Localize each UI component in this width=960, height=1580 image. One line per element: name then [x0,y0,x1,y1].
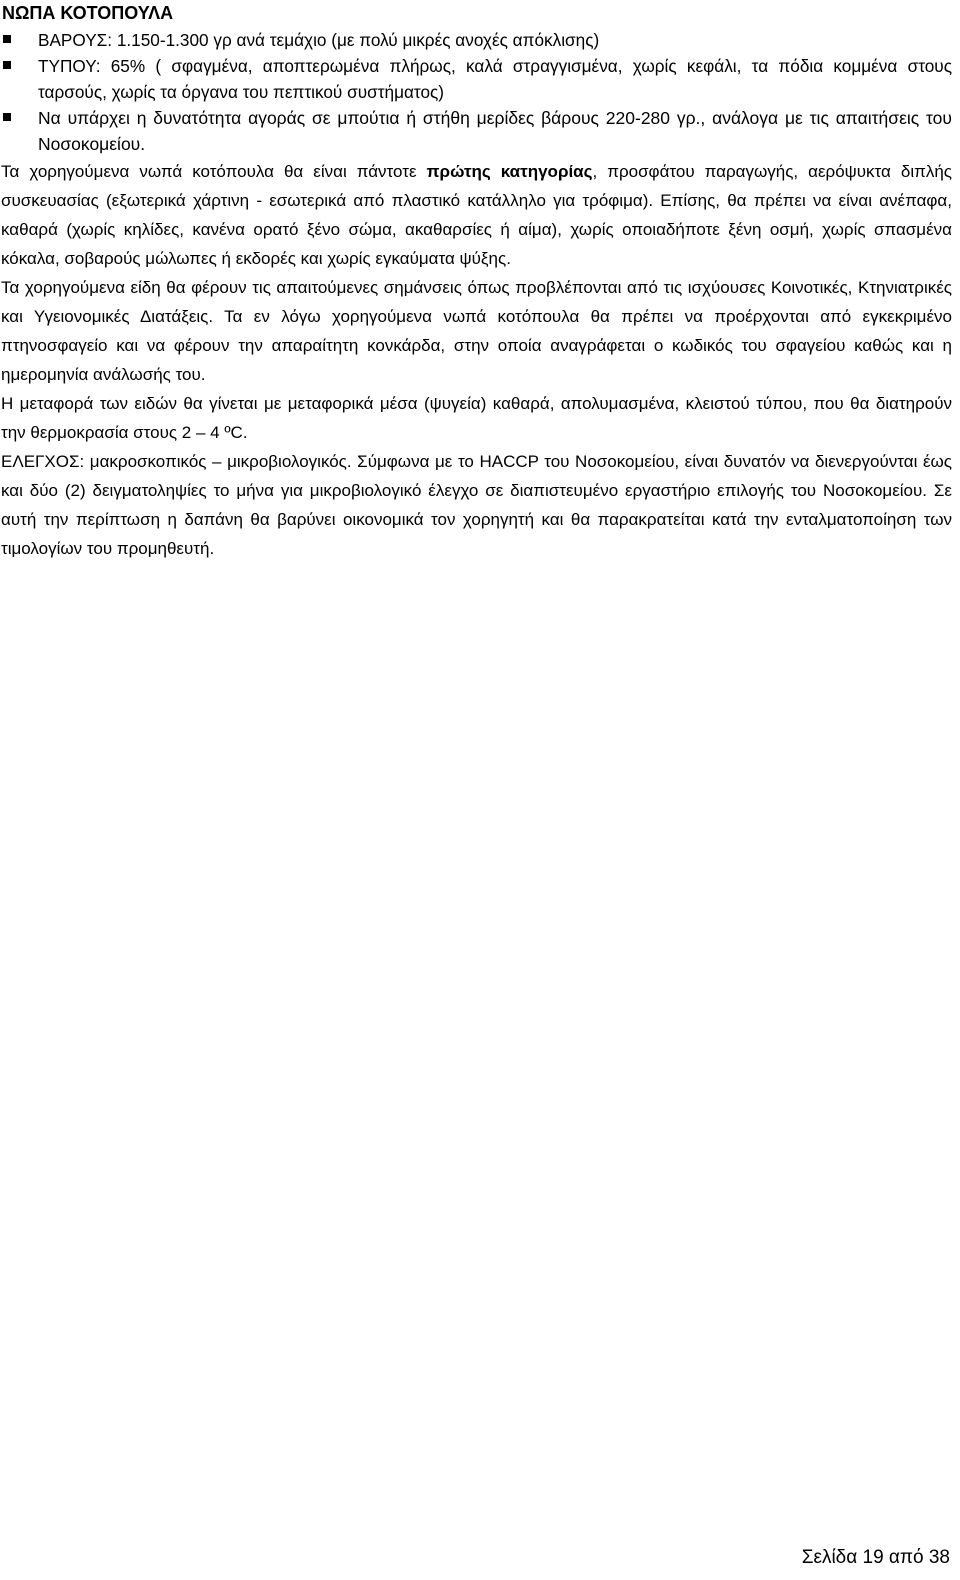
square-bullet-icon [3,61,11,69]
spec-item-weight [0,27,952,53]
quality-text-rest: , προσφάτου παραγωγής, αερόψυκτα διπλής συσκευασίας (εξωτερικά χάρτινη - εσωτερικά από πλαστικό κατάλληλο για τρόφιμα). Επίσης, θα πρέπει να είναι ανέπαφα, καθαρά (χωρίς κηλίδες, κανένα ορατό ξένο σώμα, ακαθαρσίες ή αίμα), χωρίς οποιαδήποτε ξένη οσμή, χωρίς σπασμένα κόκαλα, σοβαρούς μώλωπες ή εκδορές και χωρίς εγκαύματα ψύξης. [1,162,952,268]
spec-item-text: ΒΑΡΟΥΣ: 1.150-1.300 γρ ανά τεμάχιο (με πολύ μικρές ανοχές απόκλισης) [38,30,600,50]
spec-item-type [0,53,952,105]
markings-paragraph: Τα χορηγούμενα είδη θα φέρουν τις απαιτούμενες σημάνσεις όπως προβλέπονται από τις ισχύουσες Κοινοτικές, Κτηνιατρικές και Υγειονομικές Διατάξεις. Τα εν λόγω χορηγούμενα νωπά κοτόπουλα θα πρέπει να προέρχονται από εγκεκριμένο πτηνοσφαγείο και να φέρουν την απαραίτητη κονκάρδα, στην οποία αναγράφεται ο κωδικός του σφαγείου καθώς και η ημερομηνία ανάλωσής του. [1,278,952,384]
transport-paragraph: Η μεταφορά των ειδών θα γίνεται με μεταφορικά μέσα (ψυγεία) καθαρά, απολυμασμένα, κλειστού τύπου, που θα διατηρούν την θερμοκρασία στους 2 – 4 ºC. [1,394,952,442]
spec-item-portions [0,105,952,157]
square-bullet-icon [3,35,11,43]
document-page [0,0,952,563]
specs-list [0,27,952,157]
spec-item-text: ΤΥΠΟΥ: 65% ( σφαγμένα, αποπτερωμένα πλήρως, καλά στραγγισμένα, χωρίς κεφάλι, τα πόδια κομμένα στους ταρσούς, χωρίς τα όργανα του πεπτικού συστήματος) [38,56,952,102]
quality-category-bold: πρώτης κατηγορίας [426,162,593,181]
spec-item-text: Να υπάρχει η δυνατότητα αγοράς σε μπούτια ή στήθη μερίδες βάρους 220-280 γρ., ανάλογα με τις απαιτήσεις του Νοσοκομείου. [38,108,952,154]
quality-text-start: Τα χορηγούμενα νωπά κοτόπουλα θα είναι πάντοτε [1,162,427,181]
control-paragraph: ΕΛΕΓΧΟΣ: μακροσκοπικός – μικροβιολογικός. Σύμφωνα με το HACCP του Νοσοκομείου, είναι δυνατόν να διενεργούνται έως και δύο (2) δειγματοληψίες το μήνα για μικροβιολογικό έλεγχο σε διαπιστευμένο εργαστήριο επιλογής του Νοσοκομείου. Σε αυτή την περίπτωση η δαπάνη θα βαρύνει οικονομικά τον χορηγητή και θα παρακρατείται κατά την ενταλματοποίηση των τιμολογίων του προμηθευτή. [1,452,952,558]
quality-paragraph [0,157,952,273]
page-number: Σελίδα 19 από 38 [801,1547,950,1568]
section-title: ΝΩΠΑ ΚΟΤΟΠΟΥΛΑ [2,3,174,23]
square-bullet-icon [3,113,11,121]
